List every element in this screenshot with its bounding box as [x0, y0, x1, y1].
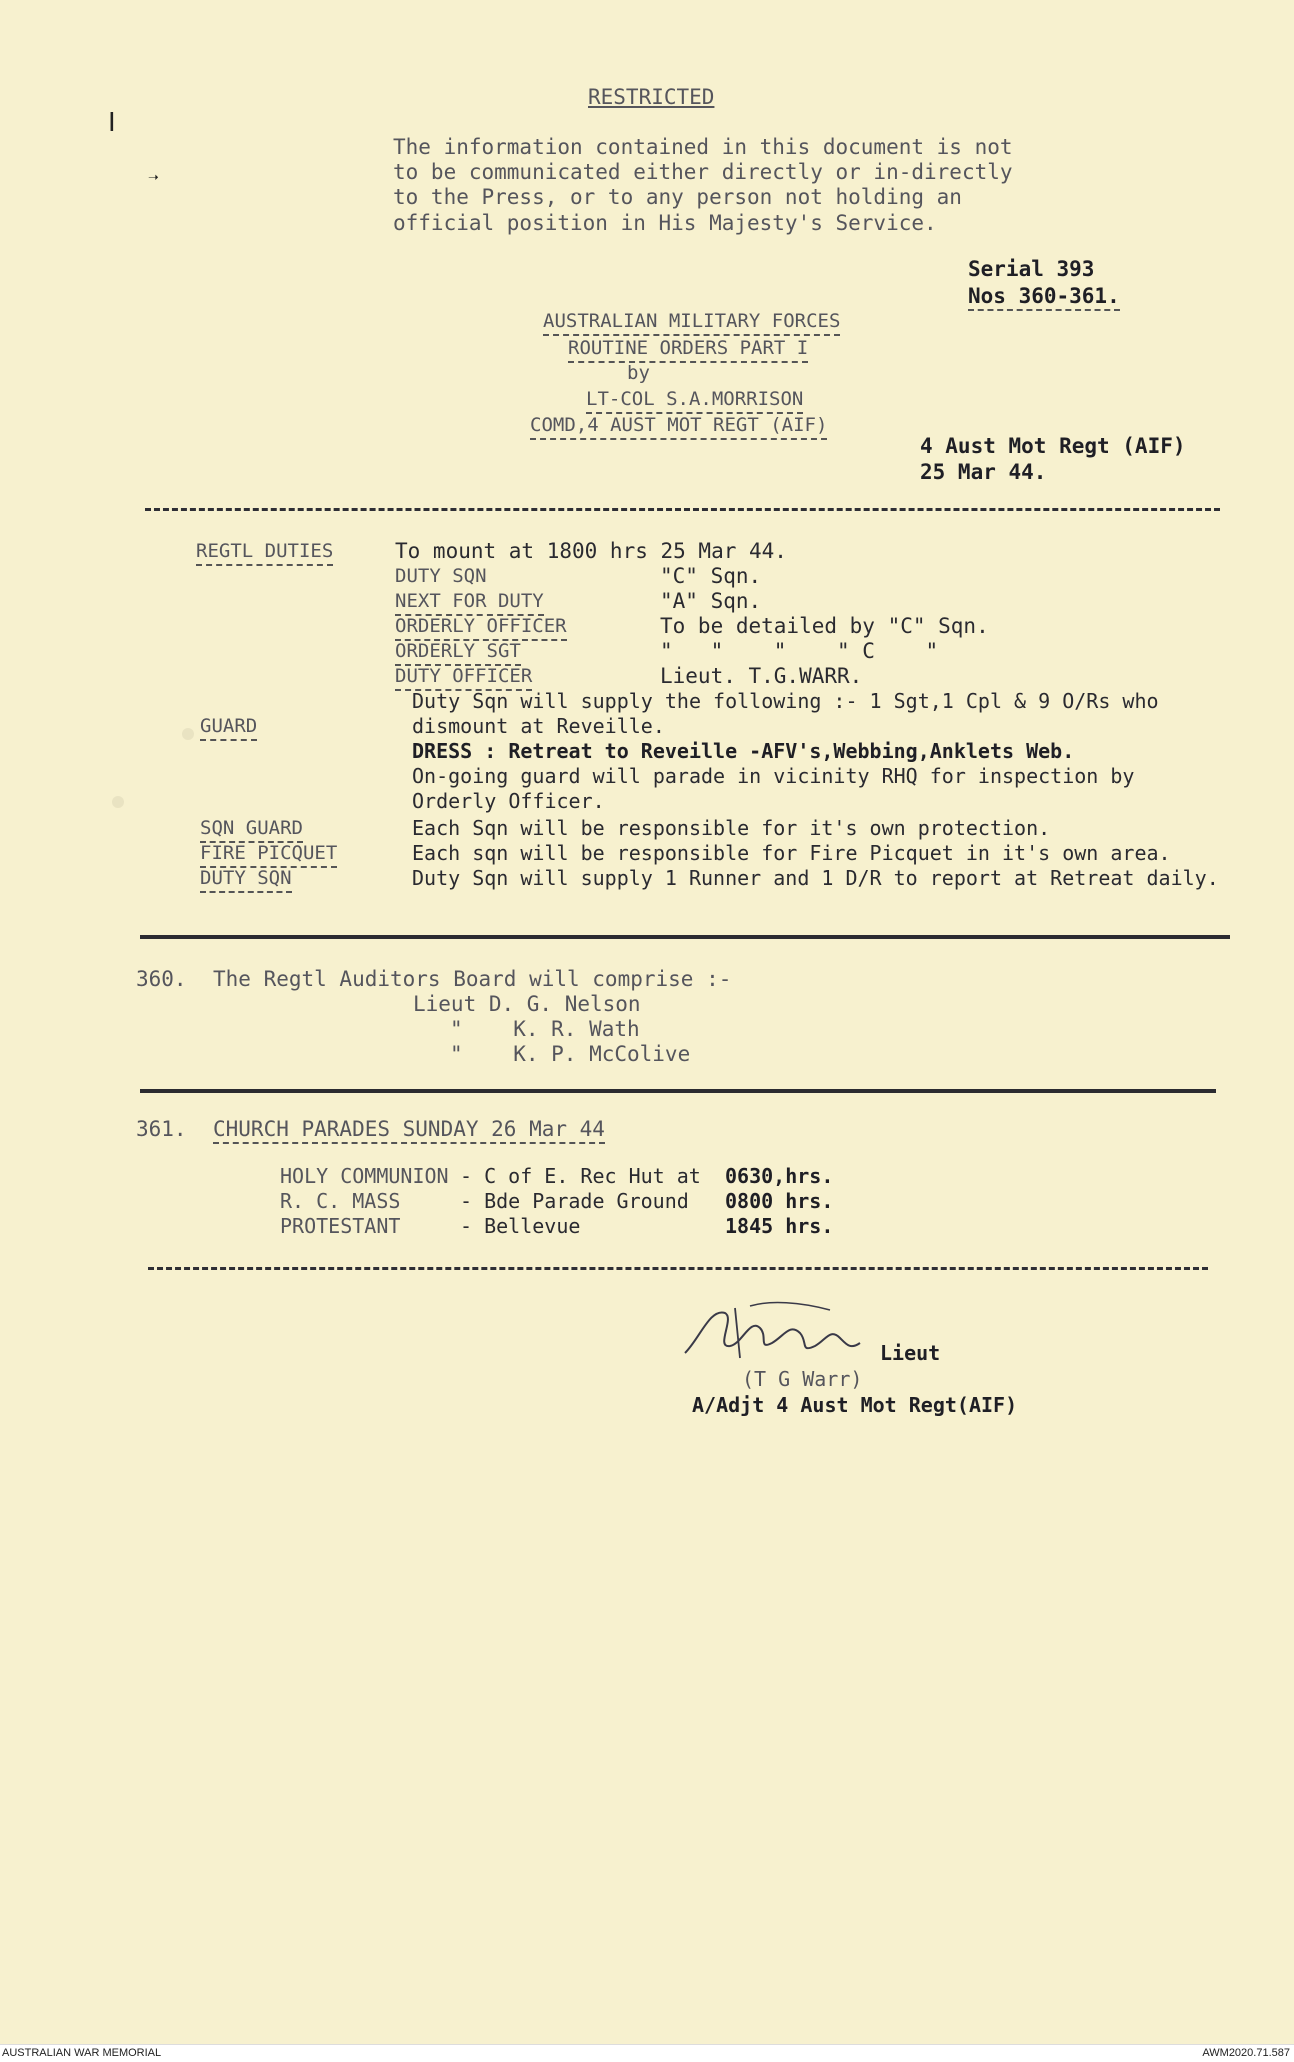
title-line: ROUTINE ORDERS PART I	[568, 335, 808, 363]
notice-line: to the Press, or to any person not holding an	[393, 185, 962, 209]
duty-value: "C" Sqn.	[660, 564, 762, 588]
board-member: Lieut D. G. Nelson	[413, 992, 641, 1016]
guard-line: dismount at Reveille.	[412, 714, 665, 738]
archive-footer	[0, 2044, 1294, 2062]
order-text: The Regtl Auditors Board will comprise :-	[213, 967, 732, 991]
order-number: 361.	[136, 1117, 187, 1141]
service-time: 1845 hrs.	[725, 1214, 834, 1238]
archive-reference: AWM2020.71.587	[1202, 2047, 1290, 2059]
punch-hole	[182, 728, 194, 740]
guard-line: Duty Sqn will supply the following :- 1 Sgt,1 Cpl & 9 O/Rs who	[412, 689, 1159, 713]
classification: RESTRICTED	[588, 85, 715, 109]
board-member: " K. P. McColive	[450, 1042, 691, 1066]
serial-number: Serial 393	[968, 257, 1095, 281]
duty-sqn-label: DUTY SQN	[200, 865, 292, 893]
church-parades-heading: CHURCH PARADES SUNDAY 26 Mar 44	[213, 1116, 605, 1144]
sqn-guard-label: SQN GUARD	[200, 815, 303, 843]
section-divider	[145, 508, 1220, 511]
duties-heading: REGTL DUTIES	[196, 538, 333, 566]
title-line: by	[627, 362, 650, 384]
service-place: - Bellevue	[460, 1214, 581, 1238]
guard-line: Orderly Officer.	[412, 789, 605, 813]
title-line: LT-COL S.A.MORRISON	[586, 386, 803, 414]
duty-value: "A" Sqn.	[660, 589, 762, 613]
duty-label: ORDERLY SGT	[395, 638, 521, 666]
signature-name: (T G Warr)	[742, 1367, 863, 1391]
service-name: R. C. MASS	[280, 1189, 401, 1213]
duty-value: To be detailed by "C" Sqn.	[660, 614, 989, 638]
notice-line: to be communicated either directly or in-directly	[393, 160, 1013, 184]
section-divider	[140, 1089, 1216, 1093]
signature-rank: Lieut	[880, 1341, 941, 1365]
sqn-guard-text: Each Sqn will be responsible for it's own protection.	[412, 816, 1051, 840]
section-divider	[140, 935, 1230, 939]
service-time: 0630,hrs.	[725, 1164, 834, 1188]
order-numbers: Nos 360-361.	[968, 283, 1120, 311]
service-name: PROTESTANT	[280, 1214, 401, 1238]
archive-name: AUSTRALIAN WAR MEMORIAL	[2, 2047, 162, 2059]
mount-time: To mount at 1800 hrs 25 Mar 44.	[395, 539, 787, 563]
notice-line: The information contained in this document is not	[393, 135, 1013, 159]
unit-name: 4 Aust Mot Regt (AIF)	[920, 434, 1186, 458]
notice-line: official position in His Majesty's Service.	[393, 211, 937, 235]
service-place: - C of E. Rec Hut at	[460, 1164, 701, 1188]
duty-label: NEXT FOR DUTY	[395, 588, 544, 616]
punch-hole	[112, 796, 124, 808]
service-place: - Bde Parade Ground	[460, 1189, 689, 1213]
duty-label: ORDERLY OFFICER	[395, 613, 567, 641]
duty-sqn-text: Duty Sqn will supply 1 Runner and 1 D/R to report at Retreat daily.	[412, 866, 1219, 890]
fire-picquet-label: FIRE PICQUET	[200, 840, 337, 868]
fire-picquet-text: Each sqn will be responsible for Fire Picquet in it's own area.	[412, 841, 1171, 865]
board-member: " K. R. Wath	[450, 1017, 640, 1041]
title-line: COMD,4 AUST MOT REGT (AIF)	[530, 412, 827, 440]
title-line: AUSTRALIAN MILITARY FORCES	[543, 308, 840, 336]
guard-line: DRESS : Retreat to Reveille -AFV's,Webbing,Anklets Web.	[412, 739, 1075, 763]
duty-value: Lieut. T.G.WARR.	[660, 664, 863, 688]
service-time: 0800 hrs.	[725, 1189, 834, 1213]
order-date: 25 Mar 44.	[920, 460, 1047, 484]
service-name: HOLY COMMUNION	[280, 1164, 449, 1188]
duty-value: " " " " C "	[660, 639, 939, 663]
duty-label: DUTY OFFICER	[395, 663, 532, 691]
guard-label: GUARD	[200, 713, 257, 741]
section-divider	[148, 1267, 1208, 1270]
duty-label: DUTY SQN	[395, 565, 487, 587]
order-number: 360.	[136, 967, 187, 991]
signature-appointment: A/Adjt 4 Aust Mot Regt(AIF)	[692, 1393, 1018, 1417]
margin-mark: ➝	[148, 168, 159, 189]
margin-mark: ǀ	[104, 108, 120, 138]
guard-line: On-going guard will parade in vicinity RHQ for inspection by	[412, 764, 1135, 788]
handwritten-signature	[680, 1298, 880, 1368]
